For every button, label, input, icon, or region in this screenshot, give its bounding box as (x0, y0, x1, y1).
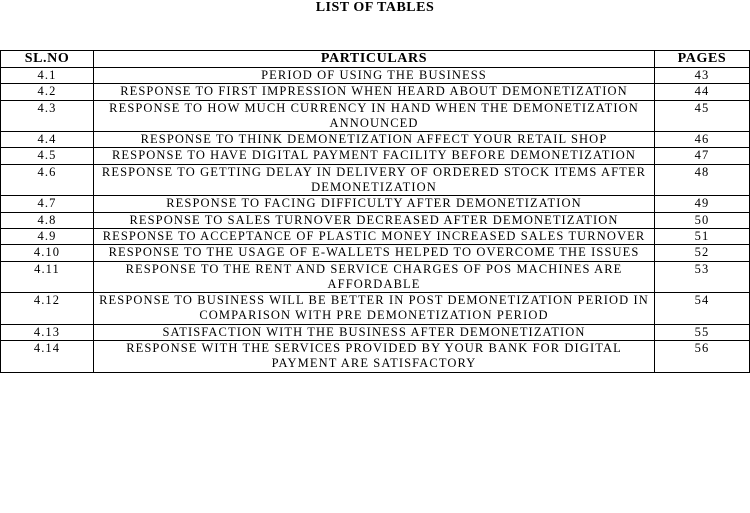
header-row (1, 51, 750, 68)
page-cell: 43 (655, 68, 750, 84)
sl-no-cell: 4.9 (1, 228, 94, 244)
particulars-cell: RESPONSE TO HAVE DIGITAL PAYMENT FACILITY BEFORE DEMONETIZATION (94, 148, 655, 164)
sl-no-cell: 4.12 (1, 293, 94, 325)
particulars-cell: RESPONSE TO FIRST IMPRESSION WHEN HEARD ABOUT DEMONETIZATION (94, 84, 655, 100)
particulars-cell: RESPONSE TO GETTING DELAY IN DELIVERY OF ORDERED STOCK ITEMS AFTER DEMONETIZATION (94, 164, 655, 196)
table-row (1, 228, 750, 244)
page-cell: 46 (655, 132, 750, 148)
particulars-cell: RESPONSE TO THE RENT AND SERVICE CHARGES OF POS MACHINES ARE AFFORDABLE (94, 261, 655, 293)
sl-no-cell: 4.2 (1, 84, 94, 100)
table-row (1, 245, 750, 261)
page-cell: 44 (655, 84, 750, 100)
particulars-cell: RESPONSE TO SALES TURNOVER DECREASED AFTER DEMONETIZATION (94, 212, 655, 228)
particulars-cell: RESPONSE TO THINK DEMONETIZATION AFFECT YOUR RETAIL SHOP (94, 132, 655, 148)
table-row (1, 293, 750, 325)
header-particulars: PARTICULARS (94, 51, 655, 68)
page-cell: 47 (655, 148, 750, 164)
table-row (1, 324, 750, 340)
particulars-cell: RESPONSE TO HOW MUCH CURRENCY IN HAND WHEN THE DEMONETIZATION ANNOUNCED (94, 100, 655, 132)
table-row (1, 132, 750, 148)
page-cell: 55 (655, 324, 750, 340)
particulars-cell: RESPONSE TO ACCEPTANCE OF PLASTIC MONEY INCREASED SALES TURNOVER (94, 228, 655, 244)
table-row (1, 341, 750, 373)
sl-no-cell: 4.13 (1, 324, 94, 340)
header-pages: PAGES (655, 51, 750, 68)
page-cell: 49 (655, 196, 750, 212)
page-cell: 53 (655, 261, 750, 293)
particulars-cell: RESPONSE TO THE USAGE OF E-WALLETS HELPED TO OVERCOME THE ISSUES (94, 245, 655, 261)
sl-no-cell: 4.6 (1, 164, 94, 196)
sl-no-cell: 4.5 (1, 148, 94, 164)
particulars-cell: SATISFACTION WITH THE BUSINESS AFTER DEMONETIZATION (94, 324, 655, 340)
sl-no-cell: 4.8 (1, 212, 94, 228)
page-cell: 56 (655, 341, 750, 373)
list-of-tables (0, 50, 750, 373)
sl-no-cell: 4.14 (1, 341, 94, 373)
page-cell: 48 (655, 164, 750, 196)
table-body (1, 68, 750, 373)
particulars-cell: RESPONSE TO FACING DIFFICULTY AFTER DEMONETIZATION (94, 196, 655, 212)
sl-no-cell: 4.10 (1, 245, 94, 261)
page-cell: 52 (655, 245, 750, 261)
particulars-cell: RESPONSE WITH THE SERVICES PROVIDED BY YOUR BANK FOR DIGITAL PAYMENT ARE SATISFACTORY (94, 341, 655, 373)
sl-no-cell: 4.1 (1, 68, 94, 84)
page-cell: 54 (655, 293, 750, 325)
page-cell: 51 (655, 228, 750, 244)
table-row (1, 68, 750, 84)
particulars-cell: PERIOD OF USING THE BUSINESS (94, 68, 655, 84)
sl-no-cell: 4.7 (1, 196, 94, 212)
table-row (1, 84, 750, 100)
table-row (1, 212, 750, 228)
page-cell: 50 (655, 212, 750, 228)
sl-no-cell: 4.11 (1, 261, 94, 293)
particulars-cell: RESPONSE TO BUSINESS WILL BE BETTER IN POST DEMONETIZATION PERIOD IN COMPARISON WITH PRE DEMONETIZATION PERIOD (94, 293, 655, 325)
sl-no-cell: 4.3 (1, 100, 94, 132)
table-row (1, 261, 750, 293)
sl-no-cell: 4.4 (1, 132, 94, 148)
page-cell: 45 (655, 100, 750, 132)
table-row (1, 100, 750, 132)
table-row (1, 164, 750, 196)
page-title: LIST OF TABLES (315, 0, 435, 15)
table-row (1, 148, 750, 164)
header-sl-no: SL.NO (1, 51, 94, 68)
table-row (1, 196, 750, 212)
